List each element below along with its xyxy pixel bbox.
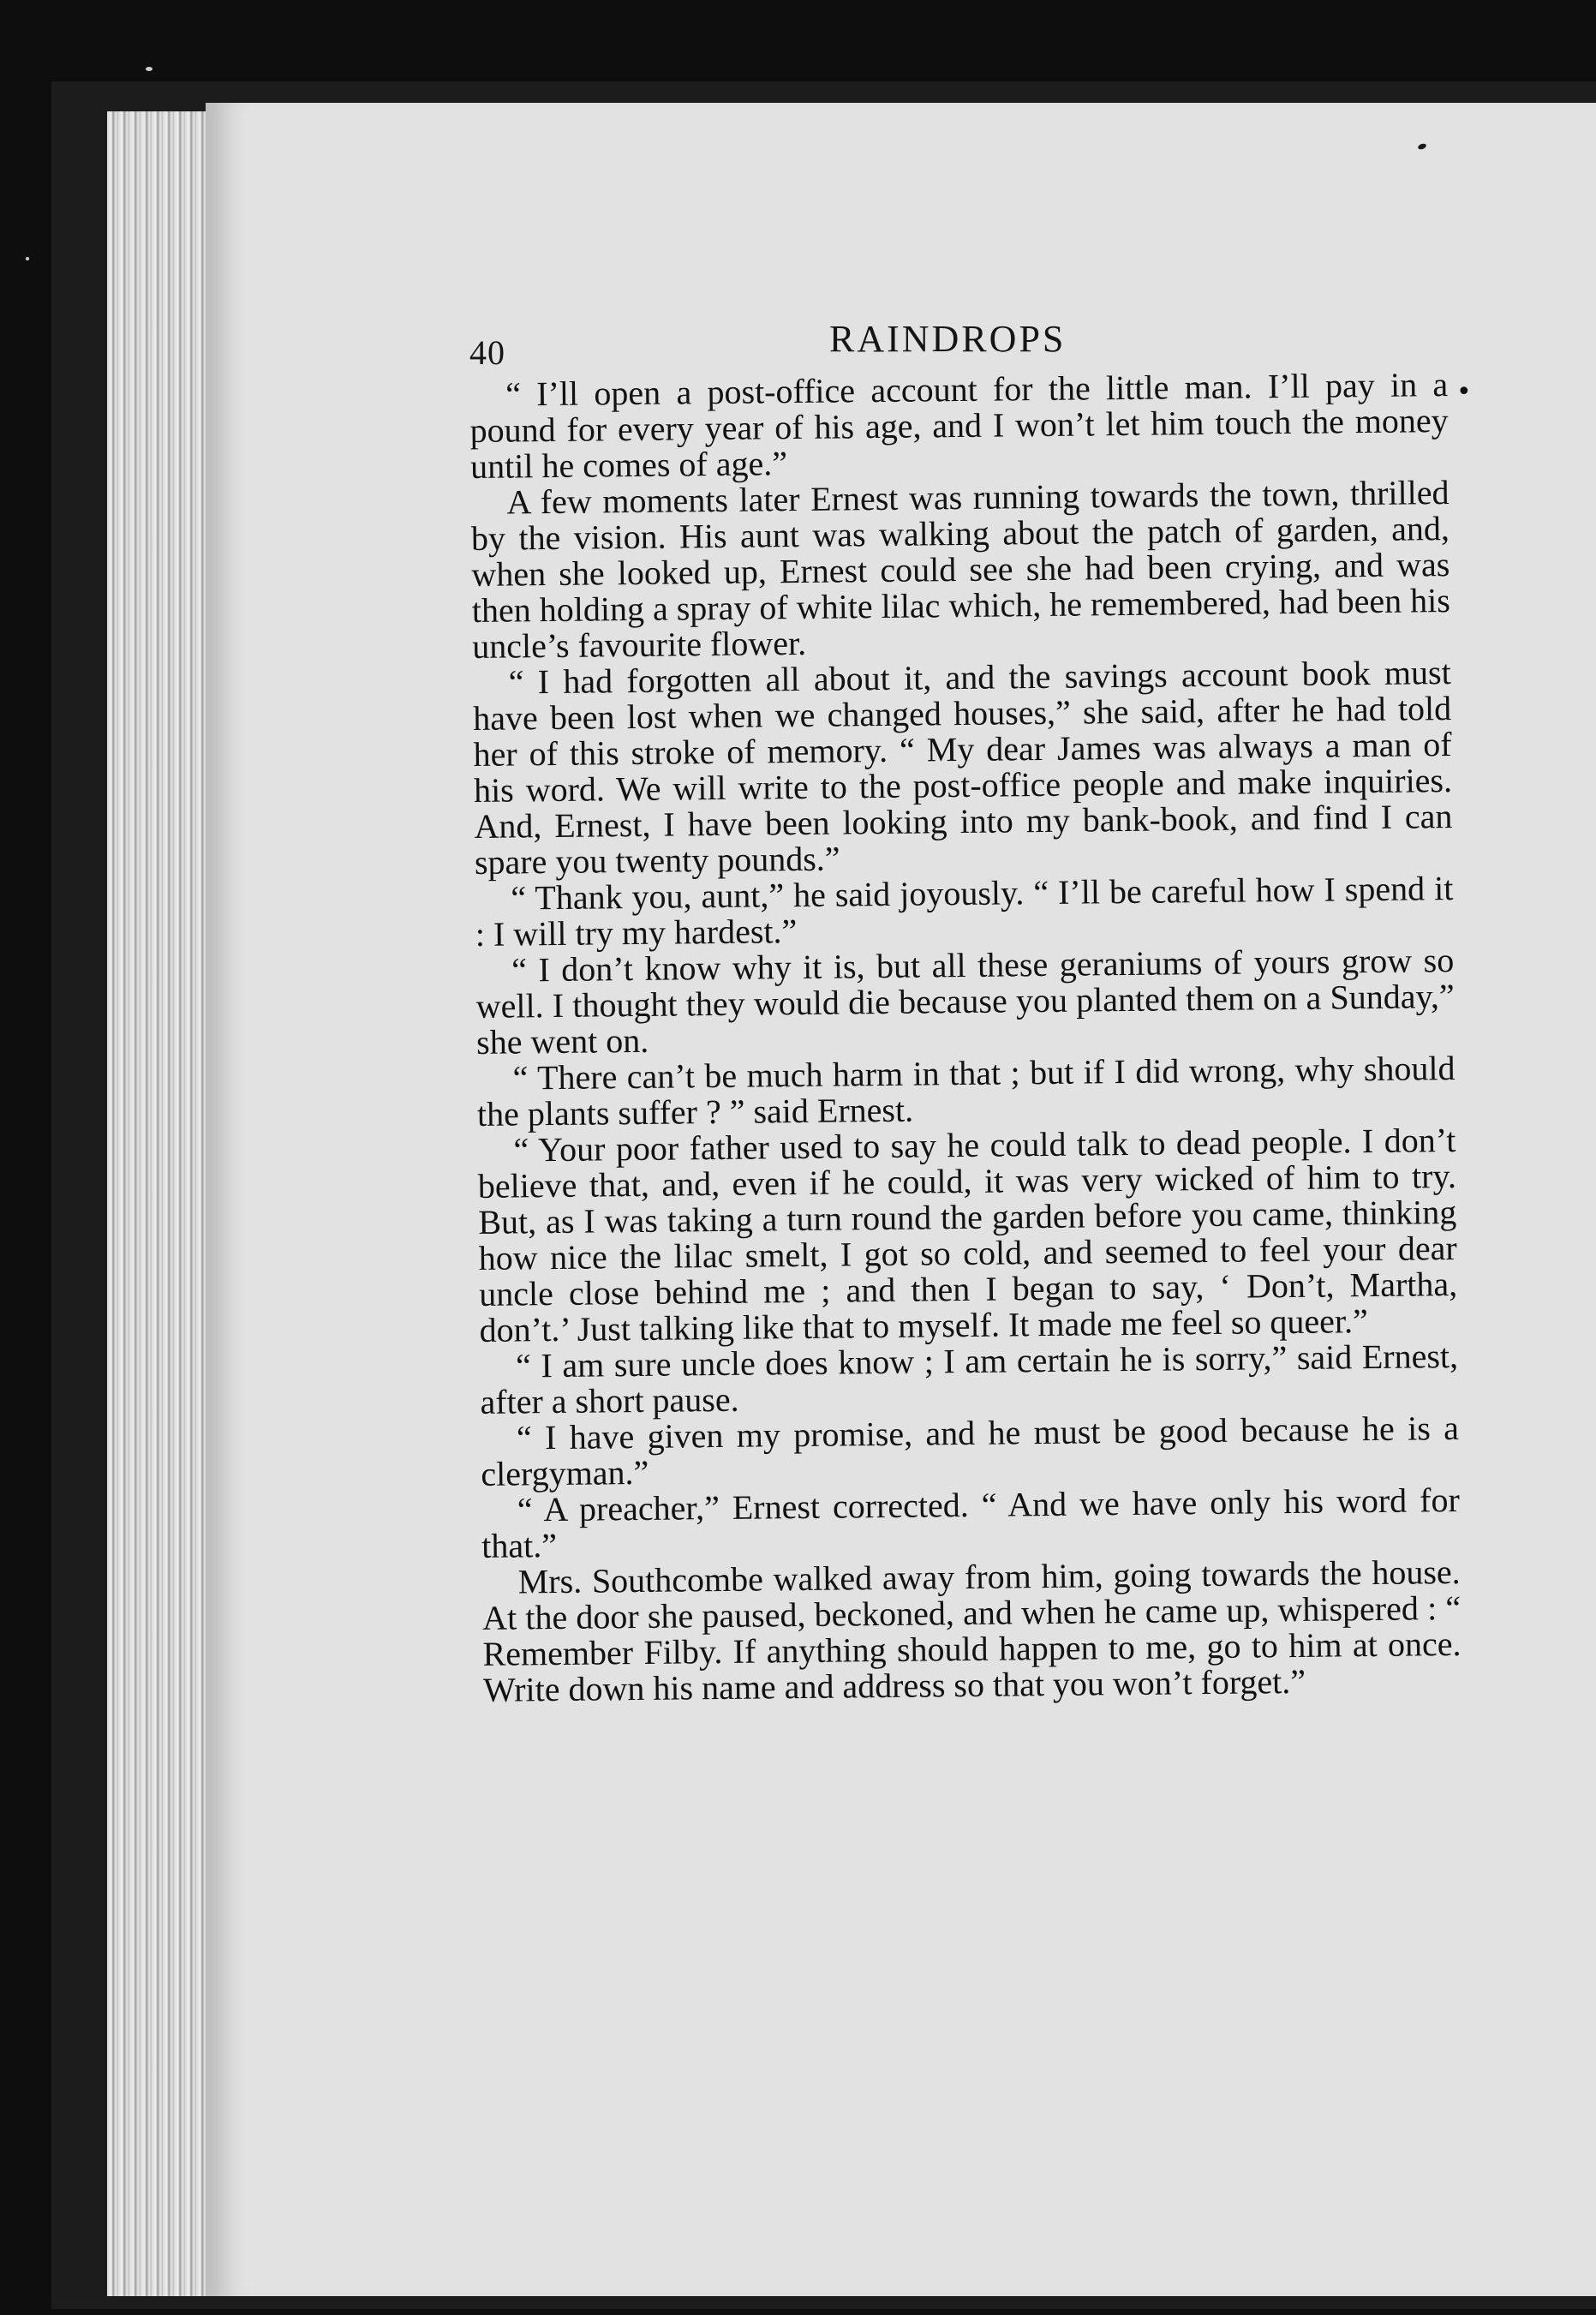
- margin-mark-icon: •: [1456, 377, 1472, 407]
- paragraph: Mrs. Southcombe walked away from him, going towards the house. At the door she paused, beckoned, and when he came up, whispered : “ Remember Filby. If anything should happen to me, go to him at once. Write down his name and address so that you won’t forget.”: [481, 1552, 1462, 1709]
- dust-speck: [146, 67, 152, 71]
- paragraph: “ Your poor father used to say he could talk to dead people. I don’t believe that, and, even if he could, it was very wicked of him to try. But, as I was taking a turn round the garden before you came, thinking how nice the lilac smelt, I got so cold, and seemed to feel your dear uncle close behind me ; and then I began to say, ‘ Don’t, Martha, don’t.’ Just talking like that to myself. It made me feel so queer.”: [477, 1120, 1458, 1349]
- paragraph: “ I had forgotten all about it, and the savings account book must have been lost when we changed houses,” she said, after he had told her of this stroke of memory. “ My dear James was always a man of his word. We will write to the post-office people and make inquiries. And, Ernest, I have been looking into my bank-book, and find I can spare you twenty pounds.”: [472, 653, 1453, 882]
- dust-speck: [26, 257, 29, 260]
- page-number: 40: [469, 333, 505, 372]
- paragraph: “ There can’t be much harm in that ; but if I did wrong, why should the plants suffer ? ” said Ernest.: [476, 1048, 1456, 1134]
- paragraph: “ A preacher,” Ernest corrected. “ And we have only his word for that.”: [481, 1480, 1461, 1565]
- paragraph: “ Thank you, aunt,” he said joyously. “ I’ll be careful how I spend it : I will try my hardest.”: [475, 869, 1454, 954]
- page-title: RAINDROPS: [829, 318, 1067, 360]
- paragraph: “ I am sure uncle does know ; I am certain he is sorry,” said Ernest, after a short pause.: [480, 1336, 1459, 1421]
- paragraph: “ I have given my promise, and he must be good because he is a clergyman.”: [481, 1408, 1460, 1493]
- paragraph: “ I don’t know why it is, but all these geraniums of yours grow so well. I thought they would die because you planted them on a Sunday,” she went on.: [475, 941, 1455, 1062]
- body-text: [469, 367, 1462, 1708]
- paragraph: A few moments later Ernest was running towards the town, thrilled by the vision. His aunt was walking about the patch of garden, and, when she looked up, Ernest could see she had been crying, and was then holding a spray of white lilac which, he remembered, had been his uncle’s favourite flower.: [470, 473, 1451, 666]
- paragraph: “ I’ll open a post-office account for the little man. I’ll pay in a pound for every year of his age, and I won’t let him touch the money until he comes of age.”: [469, 365, 1449, 486]
